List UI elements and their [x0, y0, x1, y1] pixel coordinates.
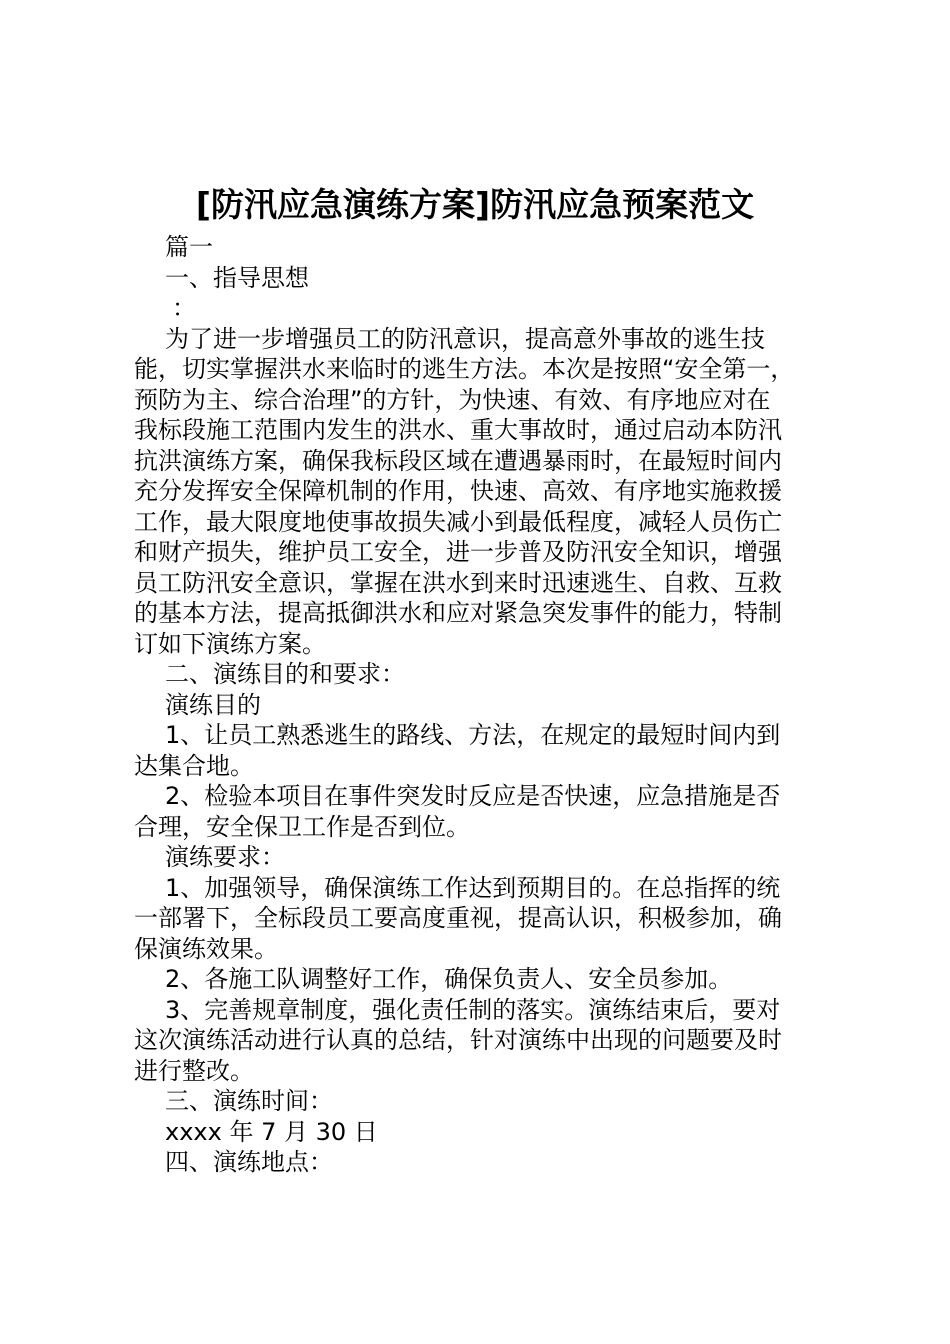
paragraph-line: 员工防汛安全意识，掌握在洪水到来时迅速逃生、自救、互救: [134, 568, 782, 597]
paragraph-line: 订如下演练方案。: [134, 629, 326, 658]
paragraph-line: 1、加强领导，确保演练工作达到预期目的。在总指挥的统: [165, 873, 781, 902]
paragraph-line: ：: [172, 294, 196, 322]
paragraph-line: 演练要求：: [165, 843, 285, 871]
paragraph-line: 三、演练时间：: [165, 1087, 333, 1115]
paragraph-line: 和财产损失，维护员工安全，进一步普及防汛安全知识，增强: [134, 538, 782, 566]
paragraph-line: 抗洪演练方案，确保我标段区域在遭遇暴雨时，在最短时间内: [134, 446, 782, 475]
paragraph-line: 充分发挥安全保障机制的作用，快速、高效、有序地实施救援: [134, 477, 782, 505]
paragraph-line: 保演练效果。: [134, 934, 278, 963]
paragraph-line: 工作，最大限度地使事故损失减小到最低程度，减轻人员伤亡: [134, 507, 782, 536]
paragraph-line: 一、指导思想: [165, 263, 309, 292]
paragraph-line: 2、各施工队调整好工作，确保负责人、安全员参加。: [165, 965, 733, 993]
paragraph-line: 2、检验本项目在事件突发时反应是否快速，应急措施是否: [165, 782, 781, 810]
paragraph-line: xxxx 年 7 月 30 日: [165, 1117, 378, 1146]
paragraph-line: 的基本方法，提高抵御洪水和应对紧急突发事件的能力，特制: [134, 599, 782, 627]
paragraph-line: 进行整改。: [134, 1056, 254, 1085]
document-body: [134, 232, 826, 1178]
paragraph-line: 3、完善规章制度，强化责任制的落实。演练结束后，要对: [165, 995, 781, 1024]
paragraph-line: 二、演练目的和要求：: [165, 660, 405, 688]
document-title: [防汛应急演练方案]防汛应急预案范文: [195, 185, 755, 224]
paragraph-line: 合理，安全保卫工作是否到位。: [134, 812, 470, 841]
paragraph-line: 演练目的: [165, 690, 261, 719]
paragraph-line: 预防为主、综合治理”的方针，为快速、有效、有序地应对在: [134, 385, 771, 414]
paragraph-line: 为了进一步增强员工的防汛意识，提高意外事故的逃生技: [165, 324, 765, 353]
paragraph-line: 篇一: [165, 233, 213, 261]
paragraph-line: 四、演练地点：: [165, 1148, 333, 1176]
paragraph-line: 这次演练活动进行认真的总结，针对演练中出现的问题要及时: [134, 1026, 782, 1054]
paragraph-line: 达集合地。: [134, 751, 254, 780]
paragraph-line: 我标段施工范围内发生的洪水、重大事故时，通过启动本防汛: [134, 416, 782, 444]
paragraph-line: 一部署下，全标段员工要高度重视，提高认识，积极参加，确: [134, 904, 782, 932]
paragraph-line: 能，切实掌握洪水来临时的逃生方法。本次是按照“安全第一，: [134, 355, 795, 383]
paragraph-line: 1、让员工熟悉逃生的路线、方法，在规定的最短时间内到: [165, 721, 781, 749]
